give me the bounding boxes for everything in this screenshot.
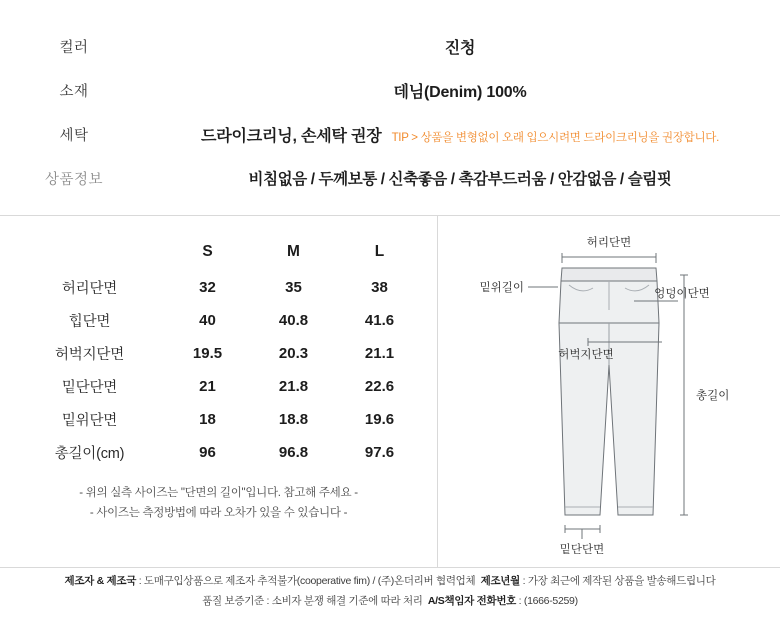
footer-manufacturer-label: 제조자 & 제조국 xyxy=(64,575,137,587)
measure-hip-s: 40 xyxy=(199,312,216,329)
pants-illustration xyxy=(559,268,659,515)
measurement-diagram xyxy=(438,215,780,567)
footer-quality-text: 품질 보증기준 : 소비자 분쟁 해결 기준에 따라 처리 xyxy=(202,594,423,607)
measure-hip-m: 40.8 xyxy=(278,312,309,329)
table-header-row xyxy=(15,233,423,271)
spec-row xyxy=(0,24,780,68)
measure-thigh-m: 20.3 xyxy=(278,345,309,362)
spec-row xyxy=(0,156,780,200)
size-notes xyxy=(0,483,437,523)
spec-label-product-info: 상품정보 xyxy=(44,171,104,188)
measure-hem-l: 22.6 xyxy=(364,378,395,395)
table-row xyxy=(15,337,423,370)
table-row xyxy=(15,304,423,337)
measure-hem-s: 21 xyxy=(199,378,216,395)
size-table-corner xyxy=(15,233,165,271)
measure-label-rise: 밑위단면 xyxy=(61,413,118,429)
measure-label-waist: 허리단면 xyxy=(61,281,118,297)
footer-line-1 xyxy=(0,572,780,592)
spec-row xyxy=(0,112,780,156)
spec-label-washing: 세탁 xyxy=(59,127,89,144)
table-row xyxy=(15,271,423,304)
diagram-label-hip: 엉덩이단면 xyxy=(654,288,710,300)
diagram-label-hem: 밑단단면 xyxy=(559,544,605,556)
measure-waist-m: 35 xyxy=(285,279,302,296)
spec-label-color: 컬러 xyxy=(59,39,89,56)
size-table xyxy=(15,233,423,469)
measure-label-thigh: 허벅지단면 xyxy=(54,347,125,363)
diagram-label-rise: 밑위길이 xyxy=(479,282,524,294)
table-row xyxy=(15,436,423,469)
footer-notice xyxy=(0,572,780,612)
diagram-label-total-length: 총길이 xyxy=(696,390,730,402)
measure-rise-m: 18.8 xyxy=(278,411,309,428)
measure-total-length-l: 97.6 xyxy=(364,444,395,461)
spec-value-washing xyxy=(148,123,780,146)
measure-label-hem: 밑단단면 xyxy=(61,380,118,396)
measure-label-total-length: 총길이(cm) xyxy=(54,446,125,462)
measure-thigh-l: 21.1 xyxy=(364,345,395,362)
diagram-label-thigh: 허벅지단면 xyxy=(558,349,614,361)
spec-value-color: 진청 xyxy=(444,39,476,57)
pants-diagram-svg xyxy=(438,215,780,567)
measure-thigh-s: 19.5 xyxy=(192,345,223,362)
divider-bottom xyxy=(0,567,780,568)
footer-as-text: : (1666-5259) xyxy=(516,594,578,607)
washing-text: 드라이크리닝, 손세탁 권장 xyxy=(201,127,382,145)
measure-rise-l: 19.6 xyxy=(364,411,395,428)
measure-total-length-m: 96.8 xyxy=(278,444,309,461)
measure-hem-m: 21.8 xyxy=(278,378,309,395)
table-row xyxy=(15,370,423,403)
measure-hip-l: 41.6 xyxy=(364,312,395,329)
washing-tip-text: TIP > 상품을 변형없이 오래 입으시려면 드라이크리닝을 권장합니다. xyxy=(391,131,719,144)
table-row xyxy=(15,403,423,436)
spec-value-product-info: 비침없음 / 두께보통 / 신축좋음 / 촉감부드러움 / 안감없음 / 슬림핏 xyxy=(248,171,672,188)
measure-rise-s: 18 xyxy=(199,411,216,428)
measure-waist-s: 32 xyxy=(199,279,216,296)
size-note-2: - 사이즈는 측정방법에 따라 오차가 있을 수 있습니다 - xyxy=(89,507,348,520)
spec-value-material: 데님(Denim) 100% xyxy=(393,83,527,101)
size-note-1: - 위의 실측 사이즈는 "단면의 길이"입니다. 참고해 주세요 - xyxy=(79,487,358,499)
spec-table xyxy=(0,0,780,200)
size-table-block xyxy=(0,215,437,567)
spec-row xyxy=(0,68,780,112)
size-column-l: L xyxy=(374,243,385,260)
size-column-m: M xyxy=(287,243,300,260)
measure-total-length-s: 96 xyxy=(199,444,216,461)
diagram-label-waist: 허리단면 xyxy=(586,237,632,249)
spec-label-material: 소재 xyxy=(59,83,89,100)
size-column-s: S xyxy=(202,243,213,260)
footer-manufacturer-text: : 도매구입상품으로 제조자 추적불가(cooperative fim) / (주)온더리버 협력업체 xyxy=(136,575,476,587)
footer-line-2 xyxy=(0,592,780,612)
footer-as-label: A/S책임자 전화번호 xyxy=(427,594,517,607)
measure-waist-l: 38 xyxy=(371,279,388,296)
footer-manufacture-date-text: : 가장 최근에 제작된 상품을 발송해드립니다 xyxy=(519,575,716,587)
measure-label-hip: 힙단면 xyxy=(68,314,111,330)
footer-manufacture-date-label: 제조년월 xyxy=(480,575,520,587)
